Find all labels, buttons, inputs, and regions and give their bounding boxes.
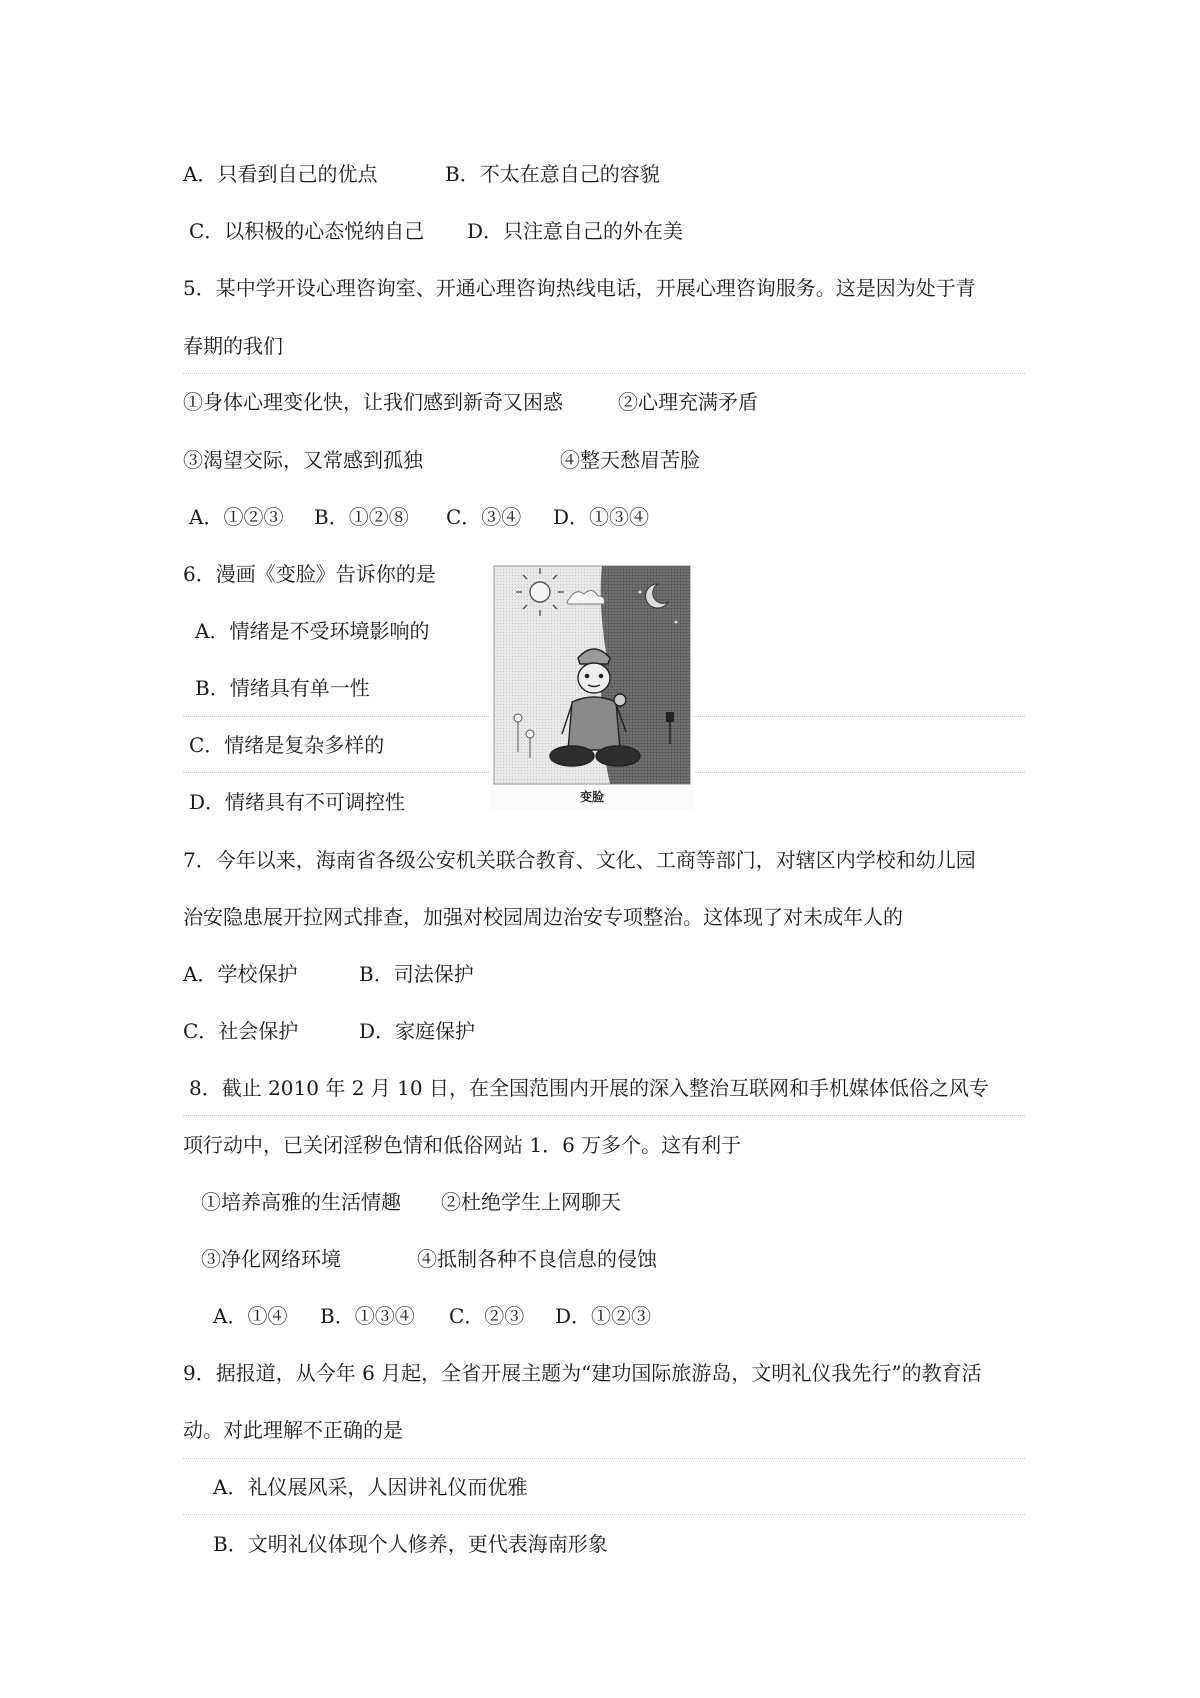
q4-option-c: C．以积极的心态悦纳自己 — [189, 219, 425, 243]
q7-option-a: A．学校保护 — [183, 962, 298, 986]
q5-item-4: ④整天愁眉苦脸 — [560, 448, 700, 472]
q6-option-a: A．情绪是不受环境影响的 — [195, 619, 430, 643]
q8-stem-line-2: 项行动中，已关闭淫秽色情和低俗网站 1．6 万多个。这有利于 — [183, 1133, 742, 1157]
q5-item-1: ①身体心理变化快，让我们感到新奇又困惑 — [183, 390, 563, 414]
q7-option-d: D．家庭保护 — [359, 1019, 476, 1043]
q7-stem-line-1: 7．今年以来，海南省各级公安机关联合教育、文化、工商等部门，对辖区内学校和幼儿园 — [183, 848, 976, 872]
q4-option-a: A．只看到自己的优点 — [183, 162, 378, 186]
q6-option-b: B．情绪具有单一性 — [195, 676, 370, 700]
cartoon-illustration — [490, 562, 694, 810]
q5-stem-line-1: 5．某中学开设心理咨询室、开通心理咨询热线电话，开展心理咨询服务。这是因为处于青 — [183, 276, 976, 300]
q8-stem-line-1: 8．截止 2010 年 2 月 10 日，在全国范围内开展的深入整治互联网和手机媒体低俗之风专 — [189, 1076, 989, 1100]
q9-stem-line-2: 动。对此理解不正确的是 — [183, 1418, 403, 1442]
q6-stem: 6．漫画《变脸》告诉你的是 — [183, 562, 436, 586]
q5-stem-line-2: 春期的我们 — [183, 334, 283, 358]
q8-item-3: ③净化网络环境 — [201, 1247, 341, 1271]
q8-item-4: ④抵制各种不良信息的侵蚀 — [417, 1247, 657, 1271]
figure-caption: 变脸 — [579, 790, 604, 804]
dotted-divider — [183, 1115, 1025, 1116]
q8-option-d: D．①②③ — [555, 1304, 652, 1328]
q9-option-a: A．礼仪展风采，人因讲礼仪而优雅 — [213, 1475, 528, 1499]
q9-option-b: B．文明礼仪体现个人修养，更代表海南形象 — [213, 1532, 608, 1556]
q5-item-3: ③渴望交际，又常感到孤独 — [183, 448, 423, 472]
q7-option-c: C．社会保护 — [183, 1019, 299, 1043]
q4-option-b: B．不太在意自己的容貌 — [445, 162, 660, 186]
q7-option-b: B．司法保护 — [359, 962, 474, 986]
q5-option-c: C．③④ — [446, 505, 522, 529]
dotted-divider — [183, 373, 1025, 374]
q8-option-a: A．①④ — [213, 1304, 288, 1328]
q9-stem-line-1: 9．据报道，从今年 6 月起，全省开展主题为“建功国际旅游岛，文明礼仪我先行”的教育活 — [183, 1361, 982, 1385]
q7-stem-line-2: 治安隐患展开拉网式排查，加强对校园周边治安专项整治。这体现了对未成年人的 — [183, 905, 903, 929]
dotted-divider — [183, 1514, 1025, 1515]
cartoon-figure — [490, 562, 694, 810]
dotted-divider — [183, 1458, 1025, 1459]
q4-option-d: D．只注意自己的外在美 — [467, 219, 684, 243]
q5-option-d: D．①③④ — [553, 505, 650, 529]
q6-option-d: D．情绪具有不可调控性 — [189, 790, 406, 814]
q6-option-c: C．情绪是复杂多样的 — [189, 733, 385, 757]
q8-item-2: ②杜绝学生上网聊天 — [441, 1190, 621, 1214]
q5-item-2: ②心理充满矛盾 — [618, 390, 758, 414]
q8-item-1: ①培养高雅的生活情趣 — [201, 1190, 401, 1214]
q5-option-b: B．①②⑧ — [314, 505, 409, 529]
q8-option-b: B．①③④ — [320, 1304, 415, 1328]
q5-option-a: A．①②③ — [189, 505, 284, 529]
q8-option-c: C．②③ — [449, 1304, 525, 1328]
